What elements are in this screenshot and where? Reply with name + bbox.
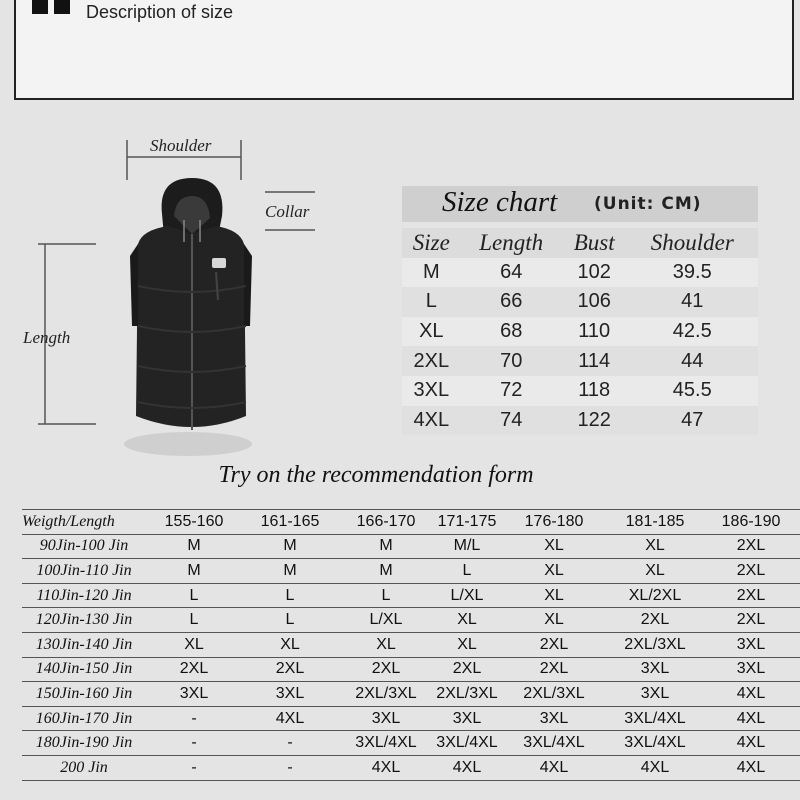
table-cell: 74 xyxy=(461,406,562,436)
weight-range-cell: 180Jin-190 Jin xyxy=(22,731,146,756)
table-cell: XL xyxy=(608,534,702,559)
table-cell: 4XL xyxy=(702,682,800,707)
table-cell: 106 xyxy=(562,287,627,317)
table-cell: 4XL xyxy=(402,406,461,436)
column-header: 166-170 xyxy=(338,510,434,535)
table-cell: - xyxy=(146,706,242,731)
column-header: 155-160 xyxy=(146,510,242,535)
length-label: Length xyxy=(23,328,71,347)
table-cell: XL xyxy=(434,632,500,657)
table-cell: XL xyxy=(500,583,608,608)
quote-mark-icon xyxy=(32,0,78,14)
table-cell: L/XL xyxy=(338,608,434,633)
table-cell: 3XL xyxy=(500,706,608,731)
column-header: 186-190 xyxy=(702,510,800,535)
table-cell: XL xyxy=(402,317,461,347)
recommendation-title: Try on the recommendation form xyxy=(218,462,534,488)
table-cell: XL xyxy=(242,632,338,657)
table-cell: 2XL xyxy=(702,583,800,608)
table-cell: XL xyxy=(338,632,434,657)
table-cell: - xyxy=(146,755,242,780)
table-cell: 3XL xyxy=(242,682,338,707)
table-cell: M xyxy=(146,534,242,559)
table-cell: 2XL xyxy=(702,559,800,584)
table-row xyxy=(22,755,800,780)
table-row xyxy=(22,534,800,559)
table-cell: 41 xyxy=(627,287,759,317)
table-cell: 4XL xyxy=(608,755,702,780)
table-row xyxy=(402,376,758,406)
table-cell: 45.5 xyxy=(627,376,759,406)
table-cell: 3XL/4XL xyxy=(434,731,500,756)
header-title: Description of size xyxy=(86,2,234,22)
table-cell: 110 xyxy=(562,317,627,347)
table-cell: L xyxy=(146,608,242,633)
table-cell: 70 xyxy=(461,346,562,376)
column-header: 171-175 xyxy=(434,510,500,535)
weight-range-cell: 90Jin-100 Jin xyxy=(22,534,146,559)
table-cell: 4XL xyxy=(702,731,800,756)
table-cell: L xyxy=(402,287,461,317)
table-cell: 47 xyxy=(627,406,759,436)
table-cell: 2XL xyxy=(702,534,800,559)
table-cell: 3XL xyxy=(146,682,242,707)
table-cell: XL xyxy=(500,608,608,633)
table-cell: 2XL xyxy=(434,657,500,682)
shoulder-label: Shoulder xyxy=(150,136,212,155)
table-cell: - xyxy=(242,731,338,756)
table-row xyxy=(22,682,800,707)
collar-label: Collar xyxy=(265,202,310,221)
table-row xyxy=(402,258,758,288)
table-cell: M xyxy=(338,534,434,559)
column-header: Size xyxy=(402,228,461,258)
table-cell: XL xyxy=(500,534,608,559)
table-cell: 2XL/3XL xyxy=(434,682,500,707)
table-row xyxy=(22,731,800,756)
table-row xyxy=(22,632,800,657)
column-header: Length xyxy=(461,228,562,258)
table-cell: 2XL/3XL xyxy=(608,632,702,657)
column-header: Bust xyxy=(562,228,627,258)
table-cell: 2XL xyxy=(338,657,434,682)
table-cell: 2XL xyxy=(500,657,608,682)
column-header: Weigth/Length xyxy=(22,510,146,535)
table-cell: 3XL xyxy=(338,706,434,731)
table-cell: M xyxy=(402,258,461,288)
size-chart-header-row xyxy=(402,228,758,258)
table-cell: 72 xyxy=(461,376,562,406)
column-header: 181-185 xyxy=(608,510,702,535)
table-cell: 3XL/4XL xyxy=(608,706,702,731)
table-cell: 2XL xyxy=(608,608,702,633)
table-cell: 4XL xyxy=(434,755,500,780)
table-row xyxy=(402,346,758,376)
table-cell: 3XL/4XL xyxy=(608,731,702,756)
weight-range-cell: 150Jin-160 Jin xyxy=(22,682,146,707)
table-cell: XL xyxy=(500,559,608,584)
table-cell: 2XL/3XL xyxy=(500,682,608,707)
table-cell: 4XL xyxy=(500,755,608,780)
table-cell: 2XL xyxy=(146,657,242,682)
size-chart-title: Size chart xyxy=(442,186,558,218)
table-cell: M xyxy=(338,559,434,584)
column-header: Shoulder xyxy=(627,228,759,258)
column-header: 176-180 xyxy=(500,510,608,535)
table-cell: M xyxy=(146,559,242,584)
recommendation-body xyxy=(22,534,800,780)
table-cell: 4XL xyxy=(702,706,800,731)
recommendation-table xyxy=(22,509,800,781)
weight-range-cell: 160Jin-170 Jin xyxy=(22,706,146,731)
table-cell: 3XL xyxy=(702,632,800,657)
table-cell: 3XL xyxy=(434,706,500,731)
weight-range-cell: 110Jin-120 Jin xyxy=(22,583,146,608)
size-chart-unit: (Unit: CM) xyxy=(594,194,702,214)
table-cell: 114 xyxy=(562,346,627,376)
table-cell: L xyxy=(242,608,338,633)
dimension-lines xyxy=(0,120,330,430)
table-cell: 44 xyxy=(627,346,759,376)
table-cell: 66 xyxy=(461,287,562,317)
table-row xyxy=(22,657,800,682)
table-cell: 2XL xyxy=(402,346,461,376)
table-cell: 39.5 xyxy=(627,258,759,288)
weight-range-cell: 200 Jin xyxy=(22,755,146,780)
table-cell: 122 xyxy=(562,406,627,436)
table-cell: 2XL/3XL xyxy=(338,682,434,707)
table-cell: L/XL xyxy=(434,583,500,608)
column-header: 161-165 xyxy=(242,510,338,535)
size-chart-table xyxy=(402,228,758,435)
weight-range-cell: 100Jin-110 Jin xyxy=(22,559,146,584)
table-row xyxy=(402,406,758,436)
table-cell: - xyxy=(242,755,338,780)
table-cell: - xyxy=(146,731,242,756)
table-cell: XL xyxy=(434,608,500,633)
table-cell: 68 xyxy=(461,317,562,347)
table-cell: 4XL xyxy=(242,706,338,731)
table-cell: 4XL xyxy=(338,755,434,780)
table-cell: L xyxy=(242,583,338,608)
header-box xyxy=(14,0,794,100)
table-cell: M xyxy=(242,559,338,584)
table-cell: 3XL xyxy=(608,682,702,707)
table-cell: 42.5 xyxy=(627,317,759,347)
table-cell: M/L xyxy=(434,534,500,559)
table-cell: L xyxy=(146,583,242,608)
table-cell: 3XL xyxy=(608,657,702,682)
table-cell: 102 xyxy=(562,258,627,288)
table-cell: L xyxy=(434,559,500,584)
table-row xyxy=(402,317,758,347)
table-cell: XL xyxy=(608,559,702,584)
recommendation-header-row xyxy=(22,510,800,535)
table-cell: 2XL xyxy=(500,632,608,657)
table-row xyxy=(22,608,800,633)
table-cell: XL xyxy=(146,632,242,657)
table-cell: 118 xyxy=(562,376,627,406)
table-cell: 3XL/4XL xyxy=(338,731,434,756)
table-row xyxy=(402,287,758,317)
table-cell: 3XL xyxy=(702,657,800,682)
table-cell: 3XL xyxy=(402,376,461,406)
table-cell: 64 xyxy=(461,258,562,288)
table-cell: 4XL xyxy=(702,755,800,780)
table-row xyxy=(22,583,800,608)
weight-range-cell: 120Jin-130 Jin xyxy=(22,608,146,633)
table-cell: 3XL/4XL xyxy=(500,731,608,756)
table-row xyxy=(22,559,800,584)
table-cell: 2XL xyxy=(702,608,800,633)
weight-range-cell: 140Jin-150 Jin xyxy=(22,657,146,682)
table-cell: M xyxy=(242,534,338,559)
weight-range-cell: 130Jin-140 Jin xyxy=(22,632,146,657)
table-row xyxy=(22,706,800,731)
table-cell: XL/2XL xyxy=(608,583,702,608)
table-cell: 2XL xyxy=(242,657,338,682)
table-cell: L xyxy=(338,583,434,608)
